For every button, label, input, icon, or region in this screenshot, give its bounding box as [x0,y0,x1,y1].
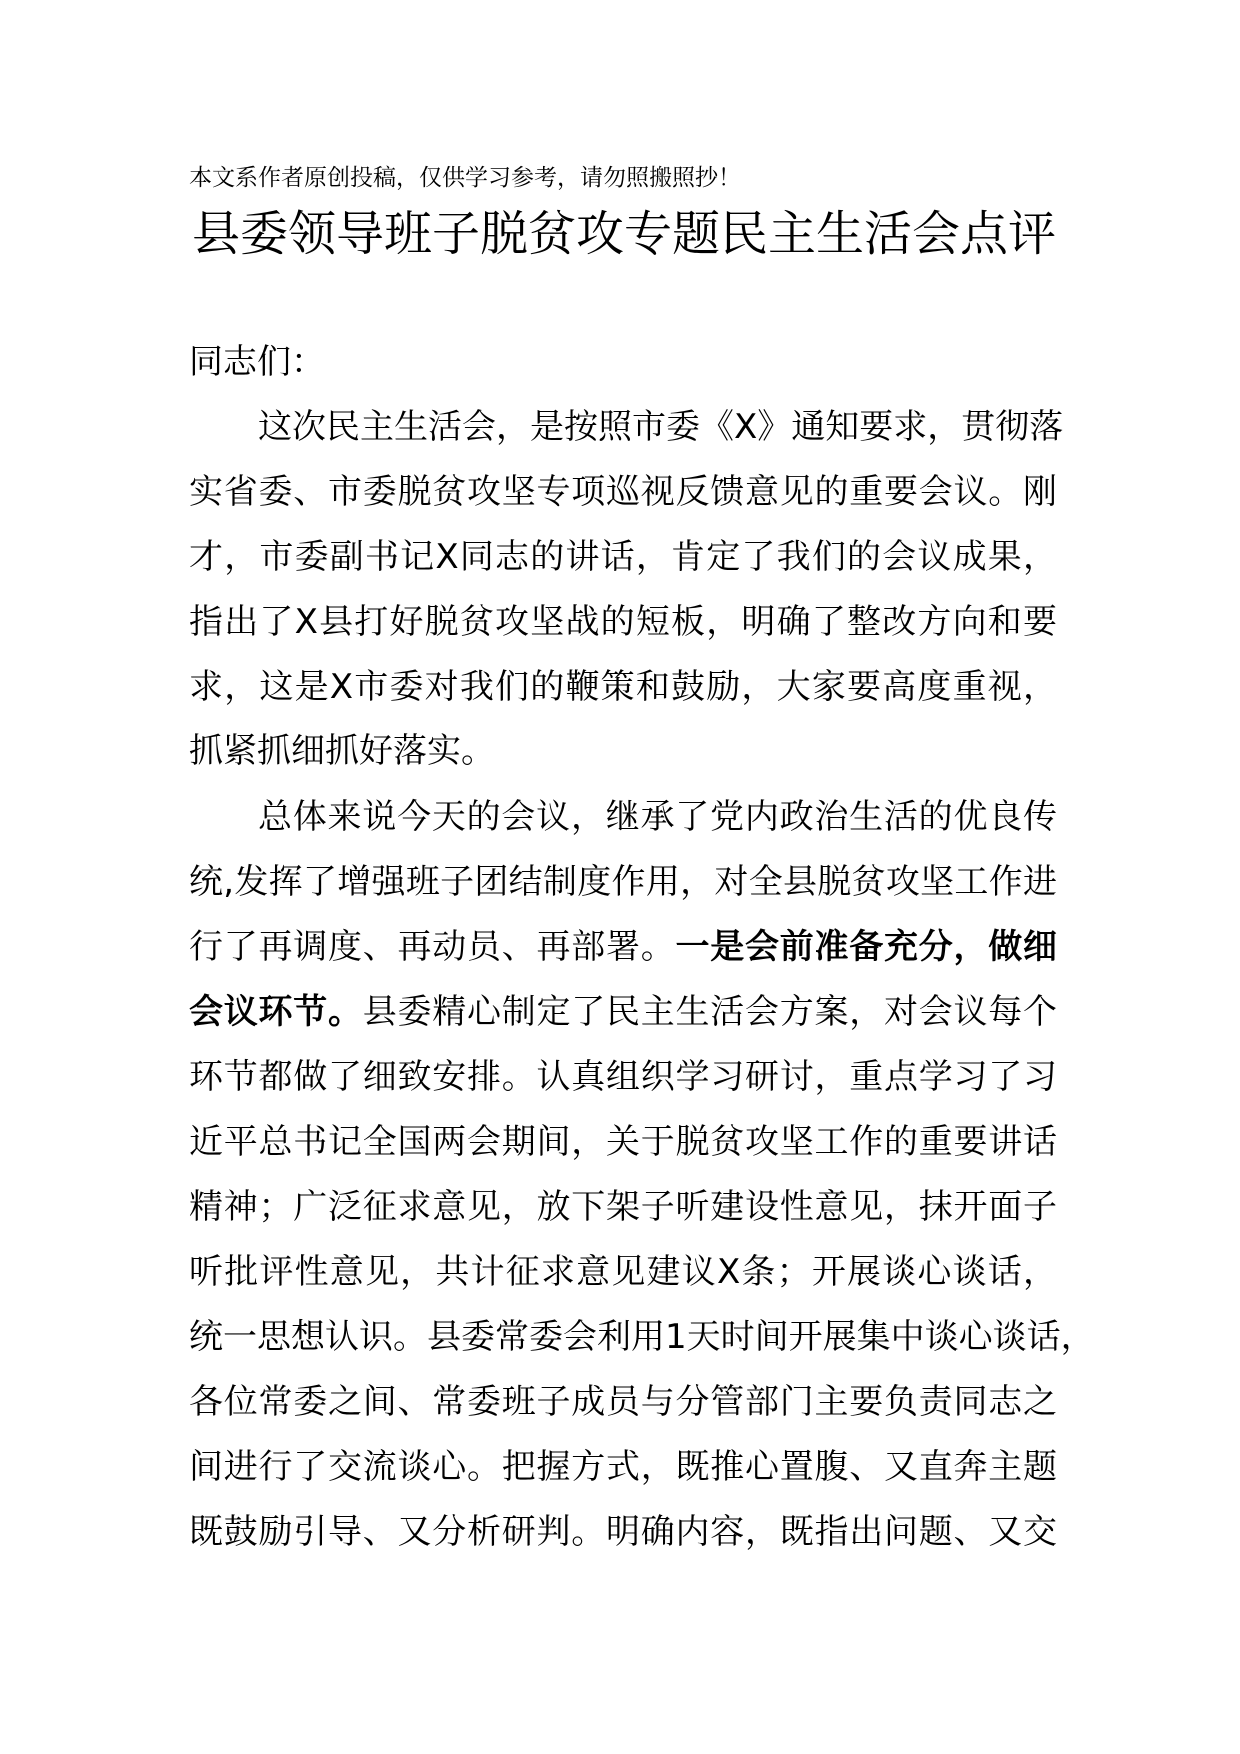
paragraph-line: 总体来说今天的会议，继承了党内政治生活的优良传 [258,797,1057,837]
originality-note: 本文系作者原创投稿，仅供学习参考，请勿照搬照抄！ [189,165,741,191]
paragraph-line: 精神；广泛征求意见，放下架子听建设性意见，抹开面子 [189,1187,1057,1227]
paragraph-line [189,990,1057,1034]
paragraph-line: 求，这是X市委对我们的鞭策和鼓励，大家要高度重视， [189,667,1057,707]
plain-text: 行了再调度、再动员、再部署。 [189,927,676,967]
paragraph-line: 环节都做了细致安排。认真组织学习研讨，重点学习了习 [189,1057,1057,1097]
paragraph-line: 统一思想认识。县委常委会利用1天时间开展集中谈心谈话， [189,1317,1095,1357]
paragraph-line [189,925,1057,969]
paragraph-line: 才，市委副书记X同志的讲话，肯定了我们的会议成果， [189,537,1057,577]
paragraph-line: 统,发挥了增强班子团结制度作用，对全县脱贫攻坚工作进 [189,862,1057,902]
paragraph-line: 间进行了交流谈心。把握方式，既推心置腹、又直奔主题 [189,1447,1057,1487]
paragraph-line: 指出了X县打好脱贫攻坚战的短板，明确了整改方向和要 [189,602,1057,642]
document-title: 县委领导班子脱贫攻专题民主生活会点评 [191,206,1056,262]
paragraph-line: 既鼓励引导、又分析研判。明确内容，既指出问题、又交 [189,1512,1057,1552]
bold-heading-text: 一是会前准备充分，做细 [675,927,1057,967]
paragraph-line: 听批评性意见，共计征求意见建议X条；开展谈心谈话， [189,1252,1057,1292]
bold-heading-text: 会议环节。 [189,992,363,1032]
salutation: 同志们： [189,342,325,382]
paragraph-line: 抓紧抓细抓好落实。 [189,731,495,771]
paragraph-line: 这次民主生活会，是按照市委《X》通知要求，贯彻落 [258,407,1064,447]
paragraph-line: 近平总书记全国两会期间，关于脱贫攻坚工作的重要讲话 [189,1122,1057,1162]
plain-text: 县委精心制定了民主生活会方案，对会议每个 [362,992,1057,1032]
paragraph-line: 实省委、市委脱贫攻坚专项巡视反馈意见的重要会议。刚 [189,472,1057,512]
paragraph-line: 各位常委之间、常委班子成员与分管部门主要负责同志之 [189,1382,1057,1422]
